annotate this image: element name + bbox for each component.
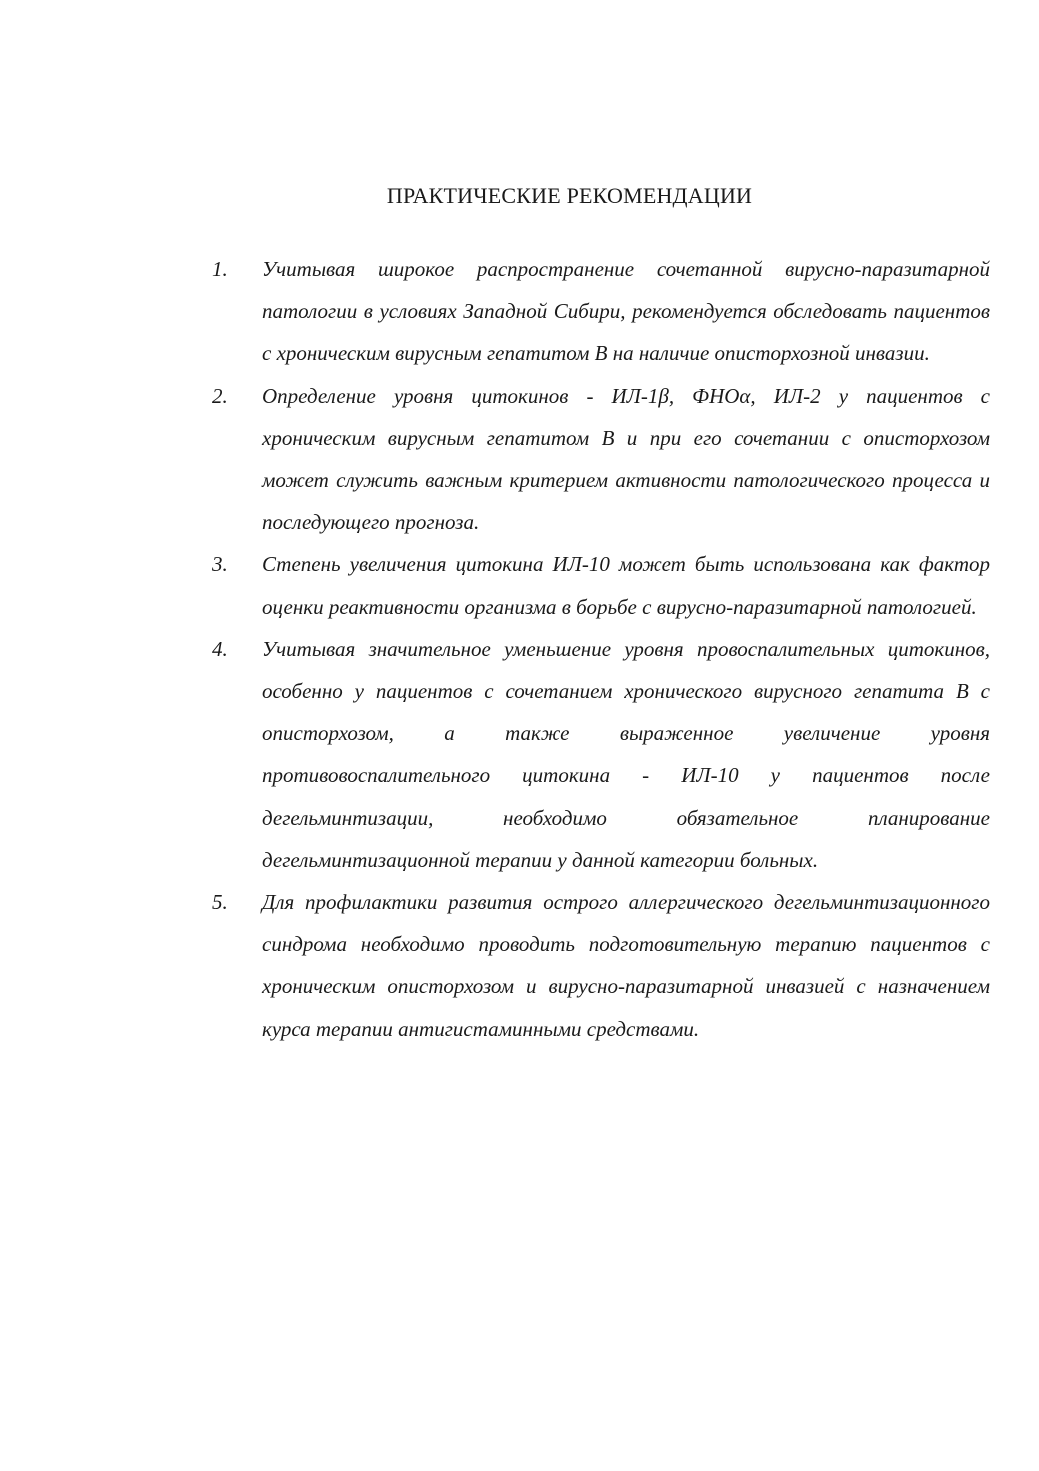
item-text: Для профилактики развития острого аллергического дегельминтизационного синдрома необходимо проводить подготовительную терапию пациентов с хроническим описторхозом и вирусно-паразитарной инвазией с назначением курса терапии антигистаминными средствами. (262, 890, 990, 1041)
item-text: Учитывая значительное уменьшение уровня провоспалительных цитокинов, особенно у пациентов с сочетанием хронического вирусного гепатита В с описторхозом, а также выраженное увеличение уровня противовоспалительного цитокина - ИЛ-10 у пациентов после дегельминтизации, необходимо обязательное планирование дегельминтизационной терапии у данной категории больных. (262, 636, 990, 872)
page-title: ПРАКТИЧЕСКИЕ РЕКОМЕНДАЦИИ (386, 183, 753, 208)
item-number: 2. (212, 383, 228, 408)
list-item (212, 881, 990, 1050)
item-text: Определение уровня цитокинов - ИЛ-1β, ФНОα, ИЛ-2 у пациентов с хроническим вирусным гепатитом В и при его сочетании с описторхозом может служить важным критерием активности патологического процесса и последующего прогноза. (262, 383, 990, 535)
item-number: 3. (212, 552, 228, 577)
recommendations-list (212, 248, 990, 1050)
item-number: 4. (212, 636, 228, 661)
item-number: 1. (212, 257, 228, 281)
item-number: 5. (212, 890, 228, 915)
list-item (212, 248, 990, 375)
item-text: Степень увеличения цитокина ИЛ-10 может быть использована как фактор оценки реактивности организма в борьбе с вирусно-паразитарной патологией. (262, 552, 990, 619)
list-item (212, 543, 990, 627)
list-item (212, 375, 990, 544)
item-text: Учитывая широкое распространение сочетанной вирусно-паразитарной патологии в условиях Западной Сибири, рекомендуется обследовать пациентов с хроническим вирусным гепатитом В на наличие описторхозной инвазии. (262, 257, 990, 366)
list-item (212, 628, 990, 881)
